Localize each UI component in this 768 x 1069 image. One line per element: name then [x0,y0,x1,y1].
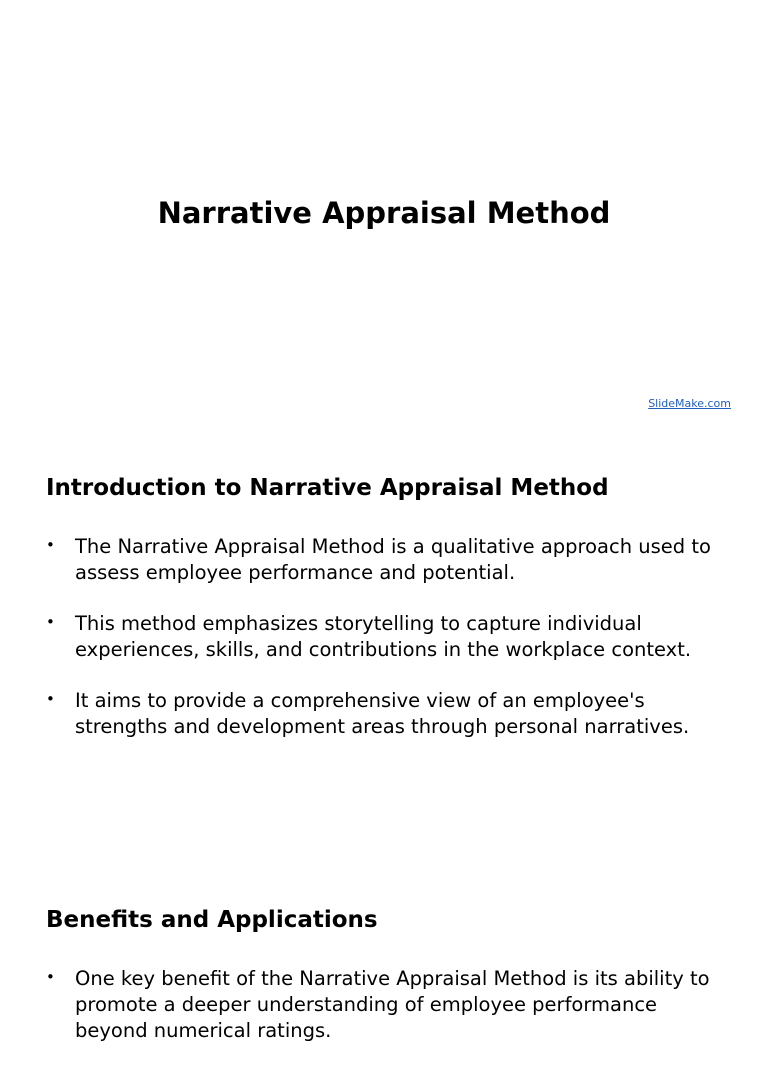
slidemake-link[interactable]: SlideMake.com [648,397,731,410]
benefits-bullet-list [46,966,726,1069]
bullet-icon: • [46,536,55,554]
bullet-text: This method emphasizes storytelling to capture individual experiences, skills, and contributions in the workplace context. [75,612,692,661]
bullet-text: It aims to provide a comprehensive view of an employee's strengths and development areas through personal narratives. [75,689,690,738]
introduction-bullet-list [46,534,726,765]
bullet-icon: • [46,968,55,986]
bullet-icon: • [46,690,55,708]
section-heading-introduction: Introduction to Narrative Appraisal Method [46,475,609,501]
list-item [46,611,726,663]
list-item [46,688,726,740]
bullet-text: One key benefit of the Narrative Appraisal Method is its ability to promote a deeper understanding of employee performance beyond numerical ratings. [75,967,710,1042]
section-heading-benefits: Benefits and Applications [46,907,378,933]
bullet-icon: • [46,613,55,631]
bullet-text: The Narrative Appraisal Method is a qualitative approach used to assess employee performance and potential. [75,535,711,584]
list-item [46,966,726,1044]
slide-title: Narrative Appraisal Method [157,196,611,230]
list-item [46,534,726,586]
